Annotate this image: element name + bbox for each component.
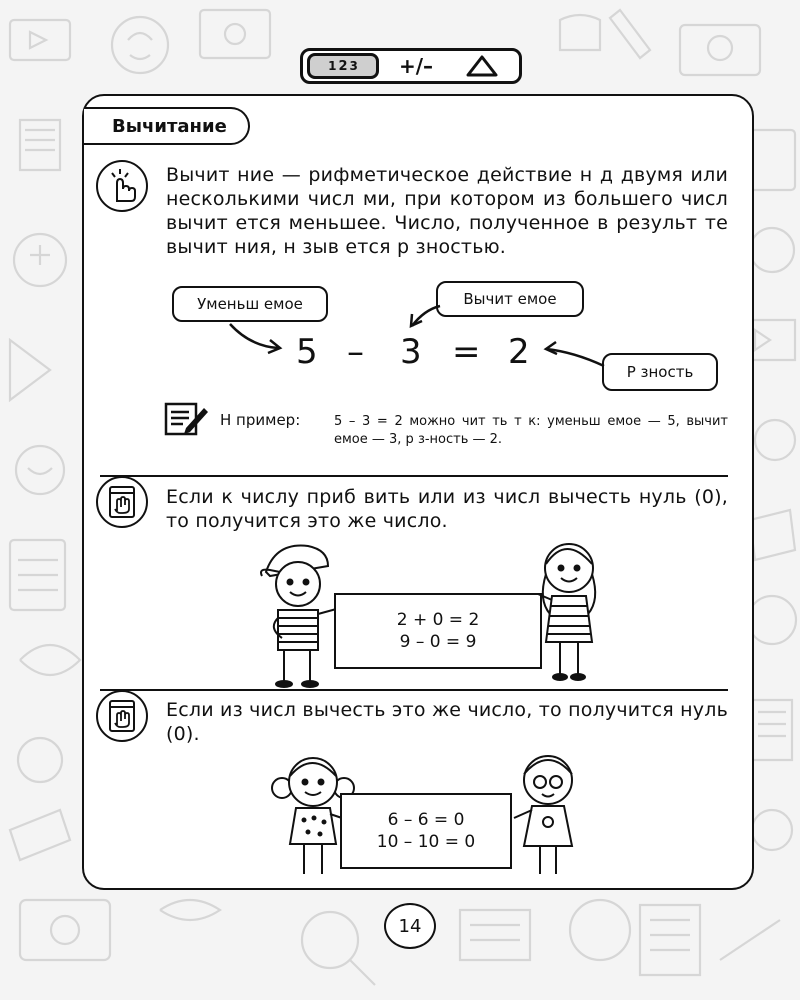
- rule-zero-text: Если к числу приб вить или из числ вычесть нуль (0), то получится это же число.: [166, 486, 728, 532]
- rule-same-icon-badge: [96, 690, 148, 742]
- section-title: Вычитание: [84, 107, 250, 145]
- divider: [100, 689, 728, 691]
- hand-book-icon: [107, 699, 137, 733]
- notepad-pencil-icon: [164, 402, 210, 436]
- mode-digit-3: 3: [349, 59, 358, 73]
- subtrahend-bubble: Вычит емое: [436, 281, 584, 317]
- girl-illustration: [530, 534, 610, 684]
- board-line-1: 2 + 0 = 2: [396, 610, 480, 630]
- board-line-2: 9 – 0 = 9: [399, 632, 477, 652]
- boy-illustration: [256, 538, 346, 688]
- equation-difference: 2: [508, 332, 530, 372]
- equation-subtrahend: 3: [400, 332, 422, 372]
- equation-minus: –: [347, 332, 364, 372]
- mode-digit-2: 2: [338, 58, 348, 74]
- page-number: 14: [384, 903, 436, 949]
- zero-rule-board: [334, 593, 542, 669]
- operations-mode-button[interactable]: +/–: [398, 54, 434, 78]
- rule-same-text: Если из числ вычесть это же число, то получится нуль (0).: [166, 699, 728, 745]
- divider: [100, 475, 728, 477]
- difference-bubble: Р зность: [602, 353, 718, 391]
- equation-equals: =: [452, 332, 481, 372]
- equation-minuend: 5: [296, 332, 318, 372]
- rule-zero-icon-badge: [96, 476, 148, 528]
- same-rule-board: [340, 793, 512, 869]
- definition-text: Вычит ние — рифметическое действие н д двумя или несколькими числ ми, при котором из большего числ вычит ется меньшее. Число, полученное в результ те вычит ния, н зыв ется р зностью.: [166, 164, 728, 258]
- example-label: Н пример:: [220, 411, 301, 429]
- example-text: 5 – 3 = 2 можно чит ть т к: уменьш емое — 5, вычит емое — 3, р з-ность — 2.: [334, 414, 728, 447]
- girl-with-glasses-illustration: [506, 744, 596, 878]
- minuend-bubble: Уменьш емое: [172, 286, 328, 322]
- board-line-1: 6 – 6 = 0: [387, 810, 465, 830]
- hand-book-icon: [107, 485, 137, 519]
- board-line-2: 10 – 10 = 0: [376, 832, 476, 852]
- mode-digit-1: 1: [328, 59, 337, 73]
